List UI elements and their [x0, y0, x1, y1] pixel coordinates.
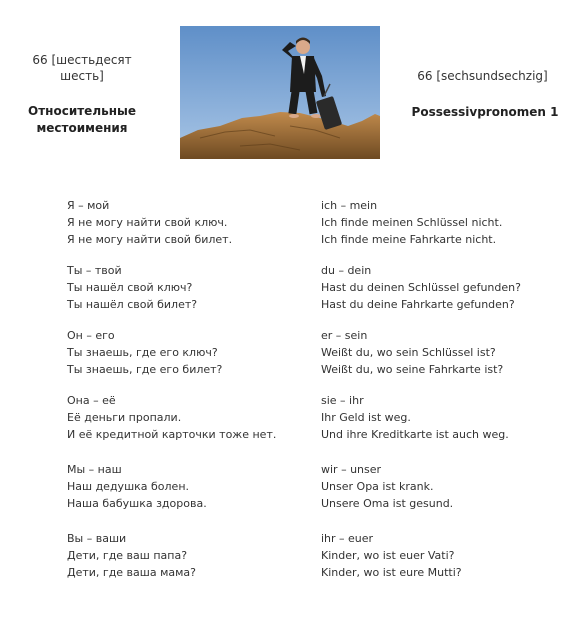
- phrase-ru: Мы – наш: [67, 463, 122, 476]
- phrase-de: Und ihre Kreditkarte ist auch weg.: [321, 428, 509, 441]
- phrase-de: Weißt du, wo sein Schlüssel ist?: [321, 346, 496, 359]
- phrase-de: Kinder, wo ist eure Mutti?: [321, 566, 462, 579]
- phrase-ru: Я – мой: [67, 199, 110, 212]
- phrase-de: Ich finde meine Fahrkarte nicht.: [321, 233, 497, 246]
- phrase-ru: Наш дедушка болен.: [67, 480, 190, 493]
- phrase-ru: Ты знаешь, где его ключ?: [67, 346, 218, 359]
- lesson-title-russian: Относительные местоимения: [28, 104, 136, 135]
- phrase-de: Weißt du, wo seine Fahrkarte ist?: [321, 363, 504, 376]
- phrase-ru: Ты нашёл свой билет?: [67, 298, 198, 311]
- phrase-de: Hast du deine Fahrkarte gefunden?: [321, 298, 515, 311]
- phrase-ru: Вы – ваши: [67, 532, 127, 545]
- phrase-de: wir – unser: [321, 463, 382, 476]
- phrase-de: Ihr Geld ist weg.: [321, 411, 411, 424]
- phrase-de: Hast du deinen Schlüssel gefunden?: [321, 281, 521, 294]
- phrase-ru: И её кредитной карточки тоже нет.: [67, 428, 277, 441]
- lesson-title-german: Possessivpronomen 1: [411, 105, 559, 119]
- phrase-de: er – sein: [321, 329, 368, 342]
- phrase-ru: Ты знаешь, где его билет?: [67, 363, 223, 376]
- phrase-ru: Дети, где ваша мама?: [67, 566, 197, 579]
- phrase-ru: Он – его: [67, 329, 115, 342]
- phrase-ru: Я не могу найти свой ключ.: [67, 216, 228, 229]
- phrase-ru: Дети, где ваш папа?: [67, 549, 188, 562]
- phrase-de: ich – mein: [321, 199, 378, 212]
- lesson-number-russian: 66 [шестьдесят шесть]: [32, 53, 132, 83]
- lesson-number-german: 66 [sechsundsechzig]: [417, 69, 548, 83]
- phrase-de: Unser Opa ist krank.: [321, 480, 434, 493]
- phrase-de: Ich finde meinen Schlüssel nicht.: [321, 216, 503, 229]
- phrase-ru: Она – её: [67, 394, 116, 407]
- phrase-de: sie – ihr: [321, 394, 364, 407]
- phrase-ru: Я не могу найти свой билет.: [67, 233, 233, 246]
- phrase-ru: Наша бабушка здорова.: [67, 497, 207, 510]
- phrase-de: Unsere Oma ist gesund.: [321, 497, 454, 510]
- phrase-de: Kinder, wo ist euer Vati?: [321, 549, 455, 562]
- phrase-ru: Ты нашёл свой ключ?: [67, 281, 193, 294]
- phrase-de: ihr – euer: [321, 532, 374, 545]
- phrase-ru: Ты – твой: [67, 264, 122, 277]
- phrase-ru: Её деньги пропали.: [67, 411, 182, 424]
- phrase-de: du – dein: [321, 264, 372, 277]
- man-with-suitcase-on-rock-photo: [180, 26, 380, 159]
